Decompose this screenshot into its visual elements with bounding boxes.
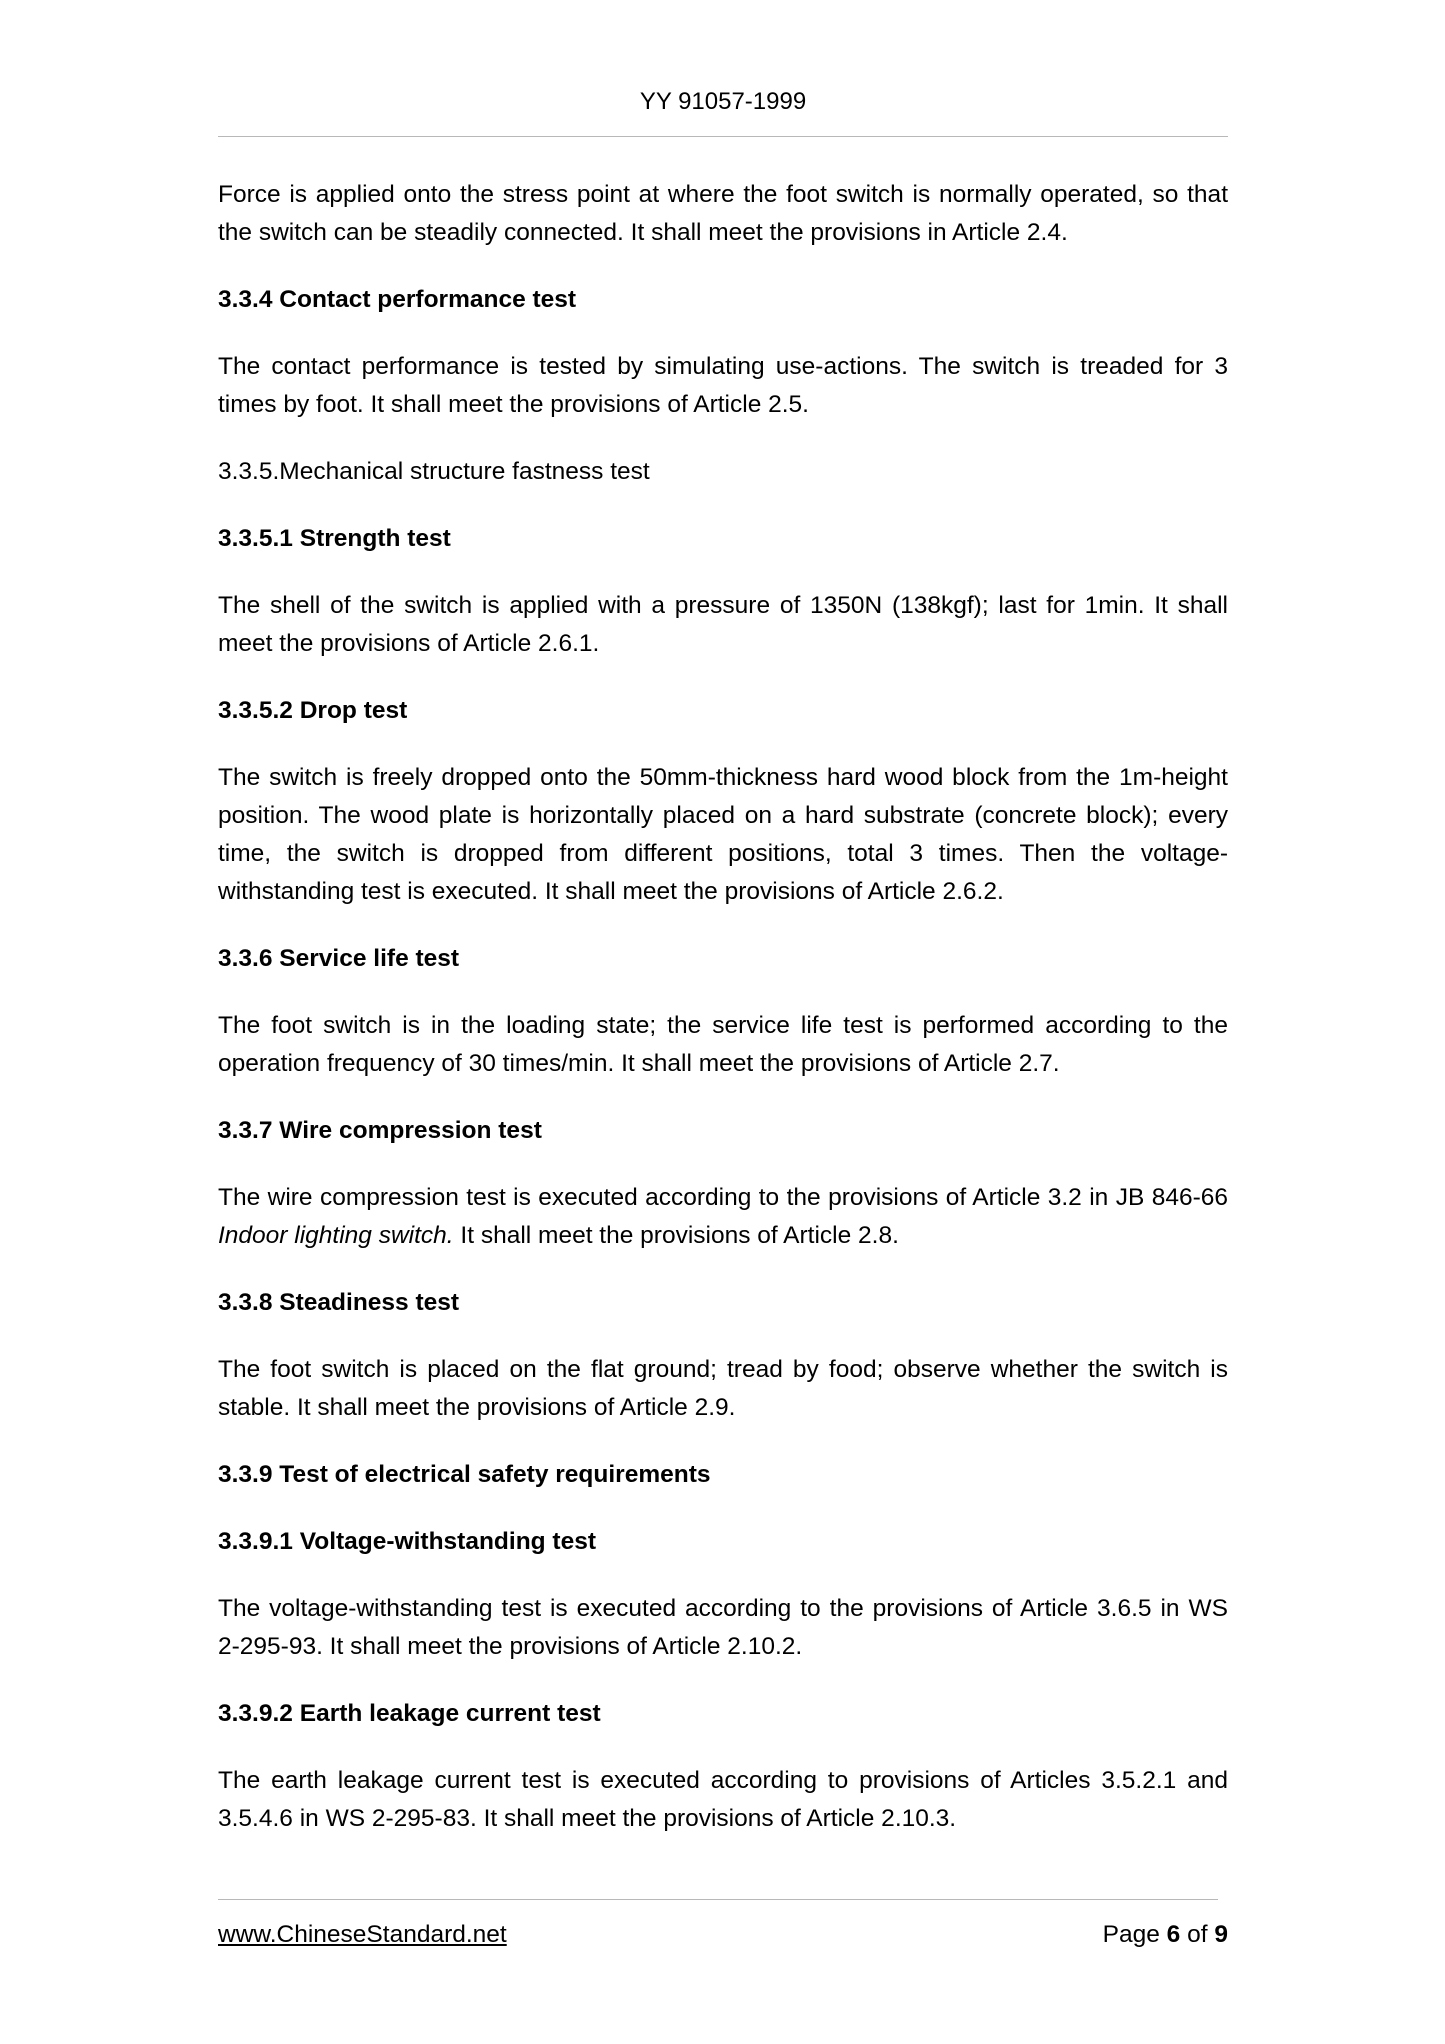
page-current: 6 (1166, 1921, 1181, 1948)
section-heading: 3.3.5.2 Drop test (218, 697, 408, 724)
paragraph: The contact performance is tested by simulating use-actions. The switch is treaded for 3 times by foot. It shall meet the provisions of Article 2.5. (218, 353, 1228, 418)
paragraph-text: It shall meet the provisions of Article 2.8. (453, 1222, 899, 1249)
section-heading: 3.3.5.1 Strength test (218, 525, 451, 552)
section-heading: 3.3.9.2 Earth leakage current test (218, 1700, 601, 1727)
page-number (1103, 1918, 1228, 1952)
page-header-doc-id: YY 91057-1999 (639, 88, 807, 115)
section-heading: 3.3.7 Wire compression test (218, 1117, 542, 1144)
header-divider (218, 136, 1228, 137)
paragraph: The switch is freely dropped onto the 50mm-thickness hard wood block from the 1m-height position. The wood plate is horizontally placed on a hard substrate (concrete block); every time, the switch is dropped from different positions, total 3 times. Then the voltage-withstanding test is executed. It shall meet the provisions of Article 2.6.2. (218, 764, 1228, 905)
section-heading: 3.3.8 Steadiness test (218, 1289, 460, 1316)
footer-divider (218, 1899, 1218, 1900)
section-heading: 3.3.5.Mechanical structure fastness test (218, 458, 650, 485)
document-body (218, 176, 1228, 1867)
site-link[interactable]: www.ChineseStandard.net (218, 1921, 507, 1948)
page-prefix: Page (1102, 1921, 1167, 1948)
paragraph: Force is applied onto the stress point at where the foot switch is normally operated, so that the switch can be steadily connected. It shall meet the provisions in Article 2.4. (218, 181, 1228, 246)
paragraph (218, 1179, 1228, 1255)
section-heading: 3.3.9.1 Voltage-withstanding test (218, 1528, 597, 1555)
paragraph: The earth leakage current test is executed according to provisions of Articles 3.5.2.1 and 3.5.4.6 in WS 2-295-83. It shall meet the provisions of Article 2.10.3. (218, 1767, 1228, 1832)
page-of: of (1180, 1921, 1215, 1948)
document-title-italic: Indoor lighting switch. (218, 1222, 454, 1249)
section-heading: 3.3.6 Service life test (218, 945, 460, 972)
paragraph: The shell of the switch is applied with a pressure of 1350N (138kgf); last for 1min. It shall meet the provisions of Article 2.6.1. (218, 592, 1228, 657)
paragraph: The voltage-withstanding test is executed according to the provisions of Article 3.6.5 in WS 2-295-93. It shall meet the provisions of Article 2.10.2. (218, 1595, 1228, 1660)
paragraph-text: The wire compression test is executed according to the provisions of Article 3.2 in JB 846-66 (218, 1184, 1228, 1211)
paragraph: The foot switch is placed on the flat ground; tread by food; observe whether the switch is stable. It shall meet the provisions of Article 2.9. (218, 1356, 1228, 1421)
page-total: 9 (1214, 1921, 1228, 1948)
section-heading: 3.3.9 Test of electrical safety requirements (218, 1461, 711, 1488)
section-heading: 3.3.4 Contact performance test (218, 286, 577, 313)
paragraph: The foot switch is in the loading state; the service life test is performed according to the operation frequency of 30 times/min. It shall meet the provisions of Article 2.7. (218, 1012, 1228, 1077)
